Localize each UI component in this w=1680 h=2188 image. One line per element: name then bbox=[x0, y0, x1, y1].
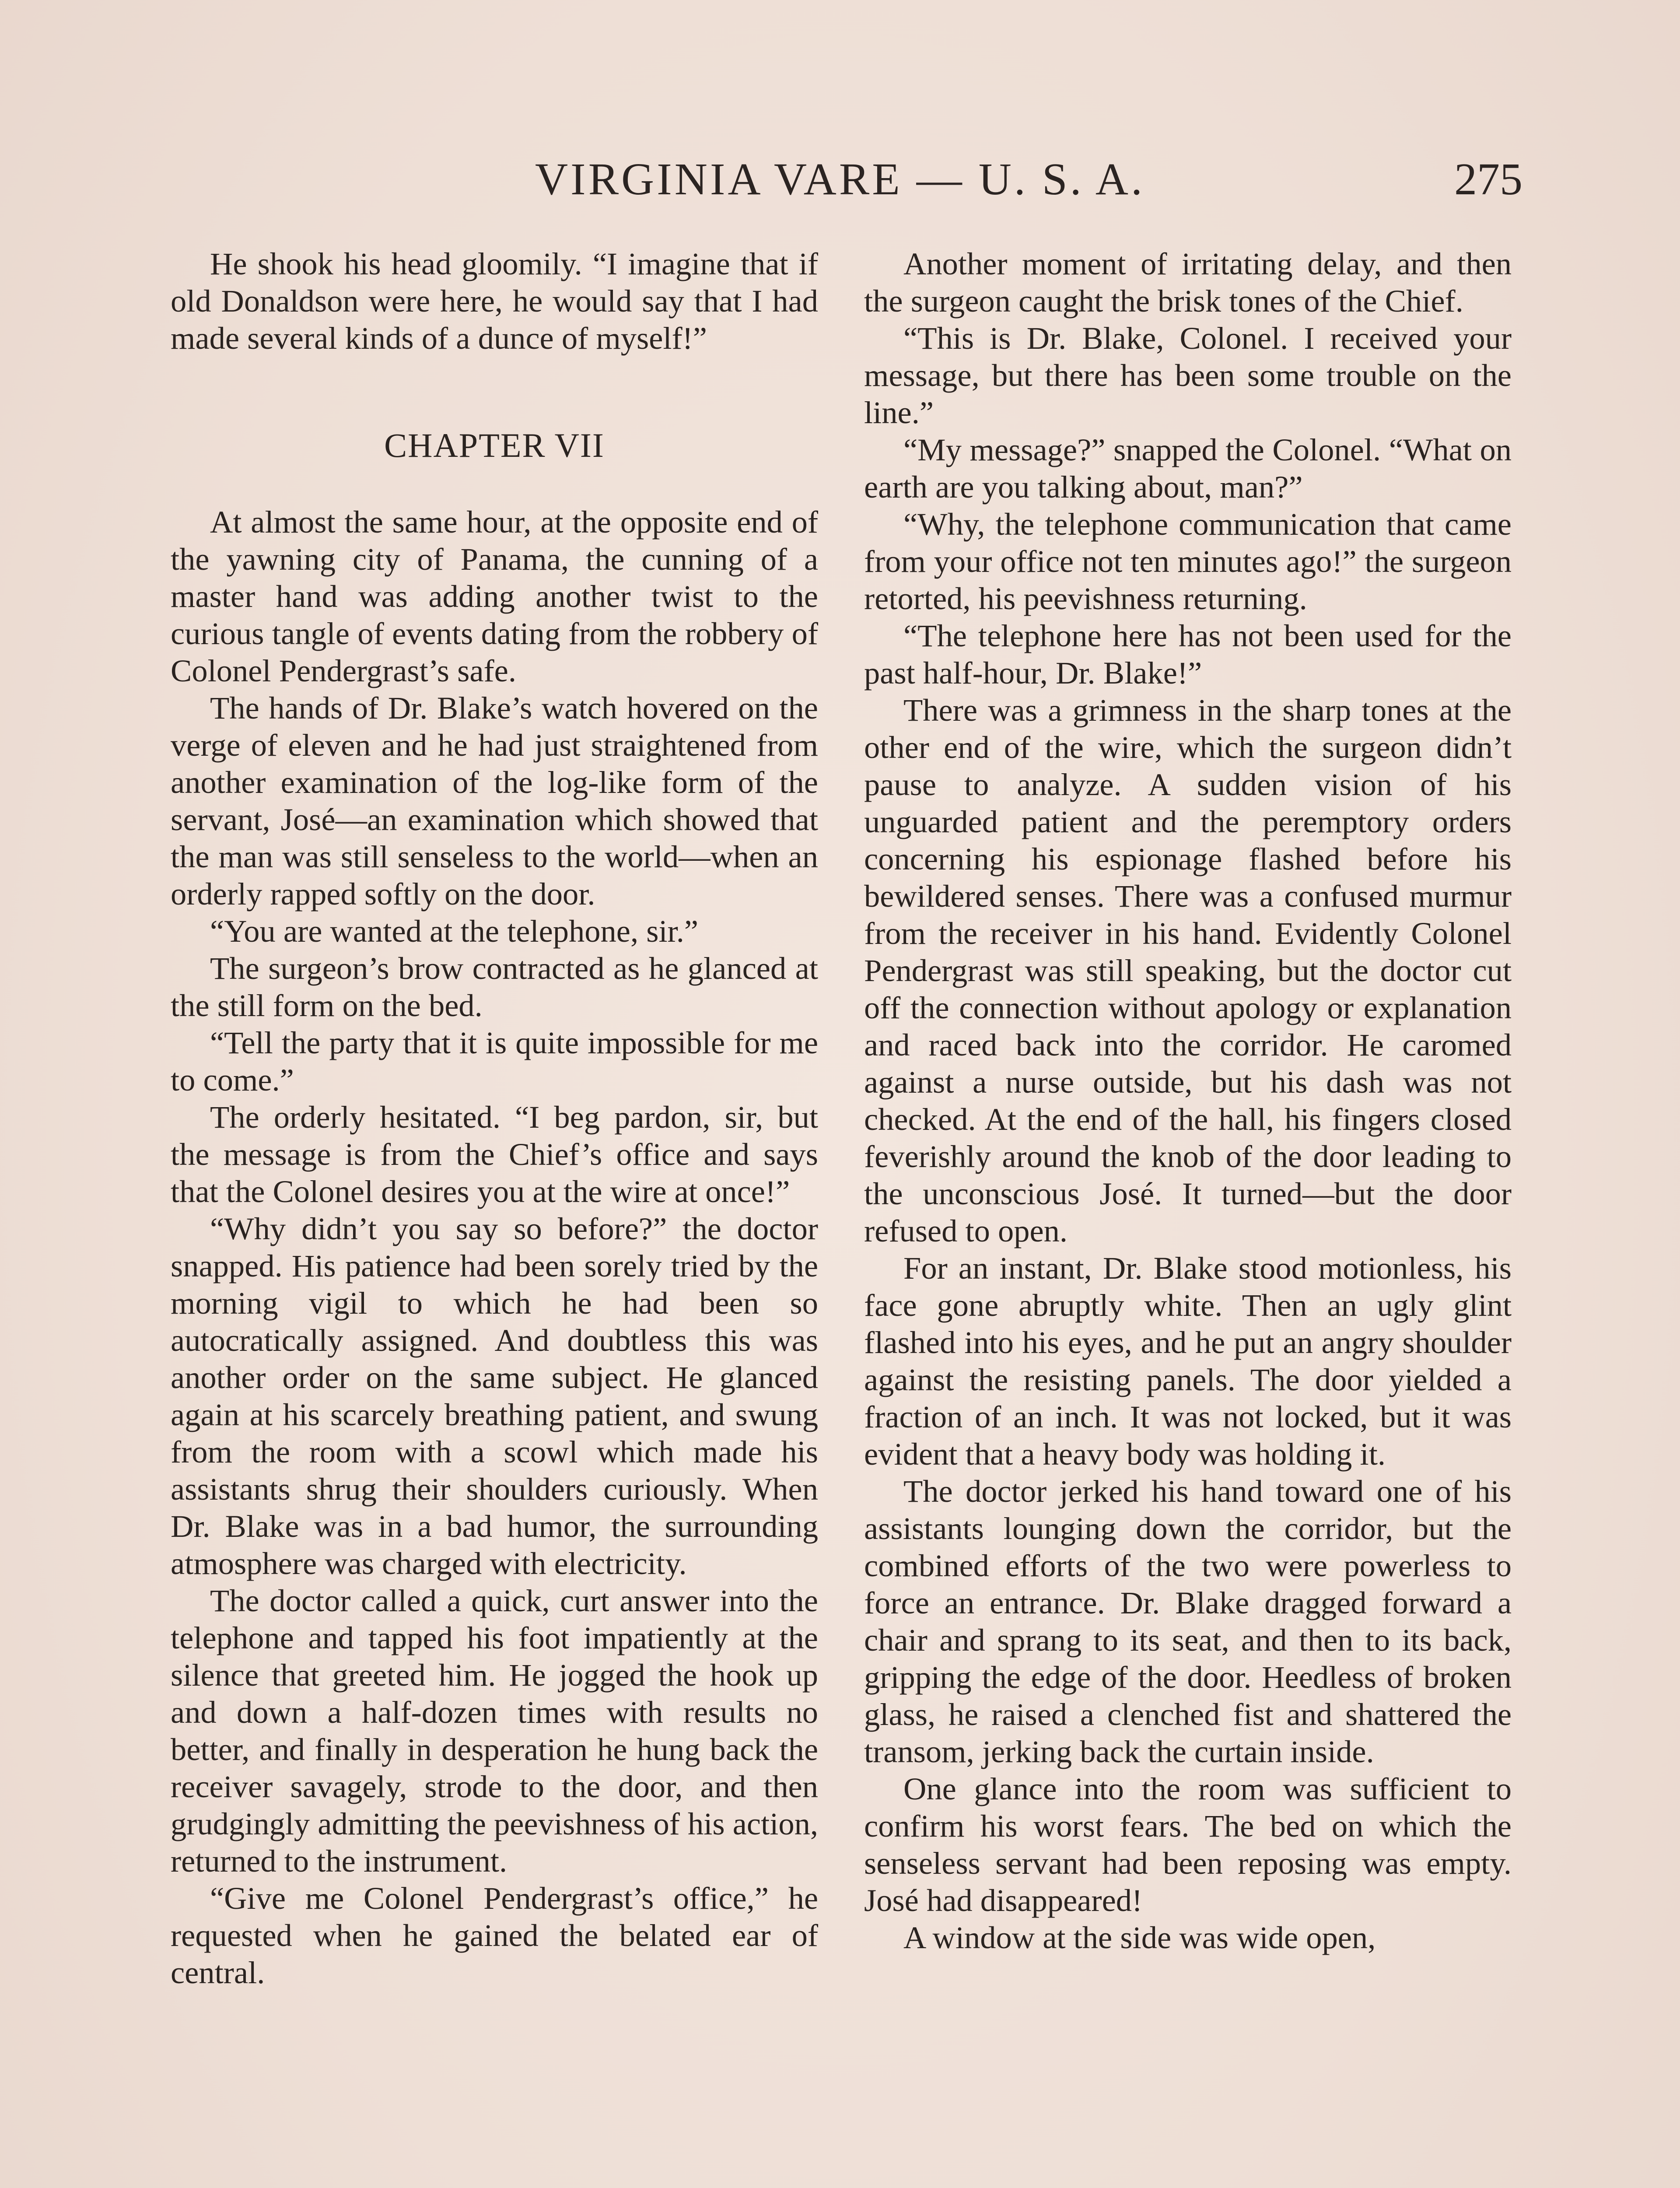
paragraph: “Why, the telephone communication that came from your office not ten minutes ago!” the surgeon retorted, his peevishness returning. bbox=[864, 506, 1512, 616]
paragraph: “My message?” snapped the Colonel. “What on earth are you talking about, man?” bbox=[864, 432, 1512, 505]
paragraph: “Why didn’t you say so before?” the doctor snapped. His patience had been sorely tried by the morning vigil to which he had been so autocratically assigned. And doubtless this was another order on the same subject. He glanced again at his scarcely breathing patient, and swung from the room with a scowl which made his assistants shrug their shoulders curiously. When Dr. Blake was in a bad humor, the surrounding atmosphere was charged with electricity. bbox=[171, 1211, 818, 1581]
paragraph: “This is Dr. Blake, Colonel. I received your message, but there has been some trouble on the line.” bbox=[864, 320, 1512, 430]
paragraph: The doctor called a quick, curt answer into the telephone and tapped his foot impatiently at the silence that greeted him. He jogged the hook up and down a half-dozen times with results no better, and finally in desperation he hung back the receiver savagely, strode to the door, and then grudgingly admitting the peevishness of his action, returned to the instrument. bbox=[171, 1583, 818, 1879]
left-column bbox=[171, 245, 818, 1991]
paragraph: One glance into the room was sufficient to confirm his worst fears. The bed on which the senseless servant had been reposing was empty. José had disappeared! bbox=[864, 1771, 1512, 1918]
paragraph: The doctor jerked his hand toward one of his assistants lounging down the corridor, but the combined efforts of the two were powerless to force an entrance. Dr. Blake dragged forward a chair and sprang to its seat, and then to its back, gripping the edge of the door. Heedless of broken glass, he raised a clenched fist and shattered the transom, jerking back the curtain inside. bbox=[864, 1473, 1512, 1769]
page-number: 275 bbox=[1454, 154, 1522, 204]
chapter-heading: CHAPTER VII bbox=[384, 426, 605, 464]
right-column bbox=[864, 245, 1512, 1956]
paragraph: “Give me Colonel Pendergrast’s office,” he requested when he gained the belated ear of central. bbox=[171, 1880, 818, 1990]
paragraph: Another moment of irritating delay, and then the surgeon caught the brisk tones of the Chief. bbox=[864, 246, 1512, 319]
paragraph: The hands of Dr. Blake’s watch hovered on the verge of eleven and he had just straightened from another examination of the log-like form of the servant, José—an examination which showed that the man was still senseless to the world—when an orderly rapped softly on the door. bbox=[171, 690, 818, 912]
paragraph: “Tell the party that it is quite impossible for me to come.” bbox=[171, 1025, 818, 1098]
paragraph: For an instant, Dr. Blake stood motionless, his face gone abruptly white. Then an ugly glint flashed into his eyes, and he put an angry shoulder against the resisting panels. The door yielded a fraction of an inch. It was not locked, but it was evident that a heavy body was holding it. bbox=[864, 1250, 1512, 1472]
running-title: VIRGINIA VARE — U. S. A. bbox=[535, 154, 1145, 204]
paragraph: The surgeon’s brow contracted as he glanced at the still form on the bed. bbox=[171, 950, 818, 1023]
paragraph: He shook his head gloomily. “I imagine that if old Donaldson were here, he would say that I had made several kinds of a dunce of myself!” bbox=[171, 246, 818, 356]
paragraph: “You are wanted at the telephone, sir.” bbox=[210, 913, 699, 949]
paragraph: There was a grimness in the sharp tones at the other end of the wire, which the surgeon didn’t pause to analyze. A sudden vision of his unguarded patient and the peremptory orders concerning his espionage flashed before his bewildered senses. There was a confused murmur from the receiver in his hand. Evidently Colonel Pendergrast was still speaking, but the doctor cut off the connection without apology or explanation and raced back into the corridor. He caromed against a nurse outside, but his dash was not checked. At the end of the hall, his fingers closed feverishly around the knob of the door leading to the unconscious José. It turned—but the door refused to open. bbox=[864, 692, 1512, 1248]
paragraph: The orderly hesitated. “I beg pardon, sir, but the message is from the Chief’s office and says that the Colonel desires you at the wire at once!” bbox=[171, 1099, 818, 1209]
paragraph: A window at the side was wide open, bbox=[903, 1920, 1376, 1955]
paragraph: “The telephone here has not been used for the past half-hour, Dr. Blake!” bbox=[864, 618, 1512, 691]
paragraph: At almost the same hour, at the opposite end of the yawning city of Panama, the cunning of a master hand was adding another twist to the curious tangle of events dating from the robbery of Colonel Pendergrast’s safe. bbox=[171, 504, 818, 688]
